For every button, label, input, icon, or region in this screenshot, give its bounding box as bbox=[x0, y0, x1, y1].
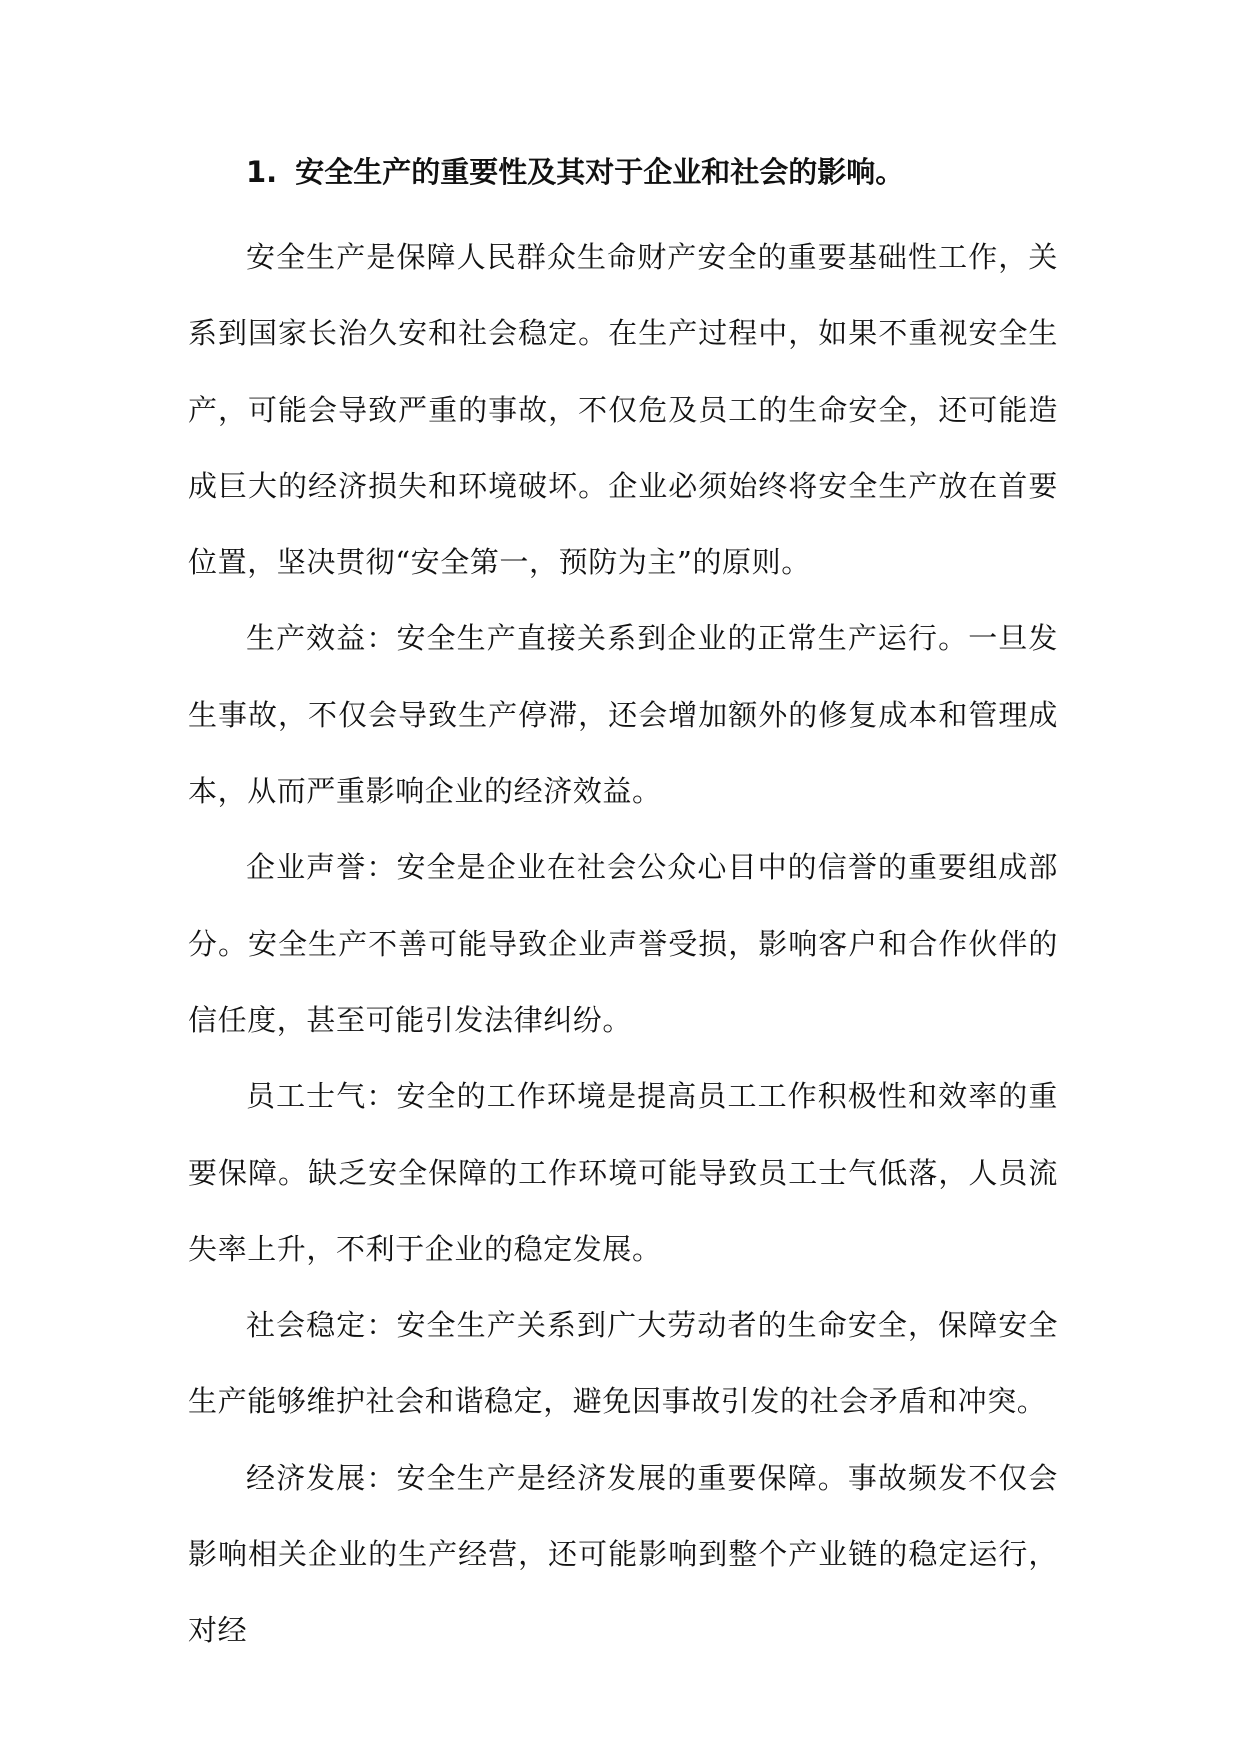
paragraph-employee-morale: 员工士气：安全的工作环境是提高员工工作积极性和效率的重要保障。缺乏安全保障的工作环境可能导致员工士气低落，人员流失率上升，不利于企业的稳定发展。 bbox=[188, 1079, 1058, 1266]
paragraph-corporate-reputation: 企业声誉：安全是企业在社会公众心目中的信誉的重要组成部分。安全生产不善可能导致企业声誉受损，影响客户和合作伙伴的信任度，甚至可能引发法律纠纷。 bbox=[188, 850, 1058, 1037]
body-text bbox=[188, 219, 1058, 1669]
paragraph-social-stability: 社会稳定：安全生产关系到广大劳动者的生命安全，保障安全生产能够维护社会和谐稳定，避免因事故引发的社会矛盾和冲突。 bbox=[188, 1308, 1058, 1419]
paragraph-intro: 安全生产是保障人民群众生命财产安全的重要基础性工作，关系到国家长治久安和社会稳定。在生产过程中，如果不重视安全生产，可能会导致严重的事故，不仅危及员工的生命安全，还可能造成巨大的经济损失和环境破坏。企业必须始终将安全生产放在首要位置，坚决贯彻“安全第一，预防为主”的原则。 bbox=[188, 240, 1058, 580]
paragraph-economic-development: 经济发展：安全生产是经济发展的重要保障。事故频发不仅会影响相关企业的生产经营，还可能影响到整个产业链的稳定运行，对经 bbox=[188, 1460, 1058, 1648]
section-number: 1. bbox=[246, 155, 278, 189]
section-heading bbox=[246, 150, 904, 194]
section-title: 安全生产的重要性及其对于企业和社会的影响。 bbox=[295, 155, 905, 189]
paragraph-production-benefit: 生产效益：安全生产直接关系到企业的正常生产运行。一旦发生事故，不仅会导致生产停滞，还会增加额外的修复成本和管理成本，从而严重影响企业的经济效益。 bbox=[188, 621, 1058, 809]
